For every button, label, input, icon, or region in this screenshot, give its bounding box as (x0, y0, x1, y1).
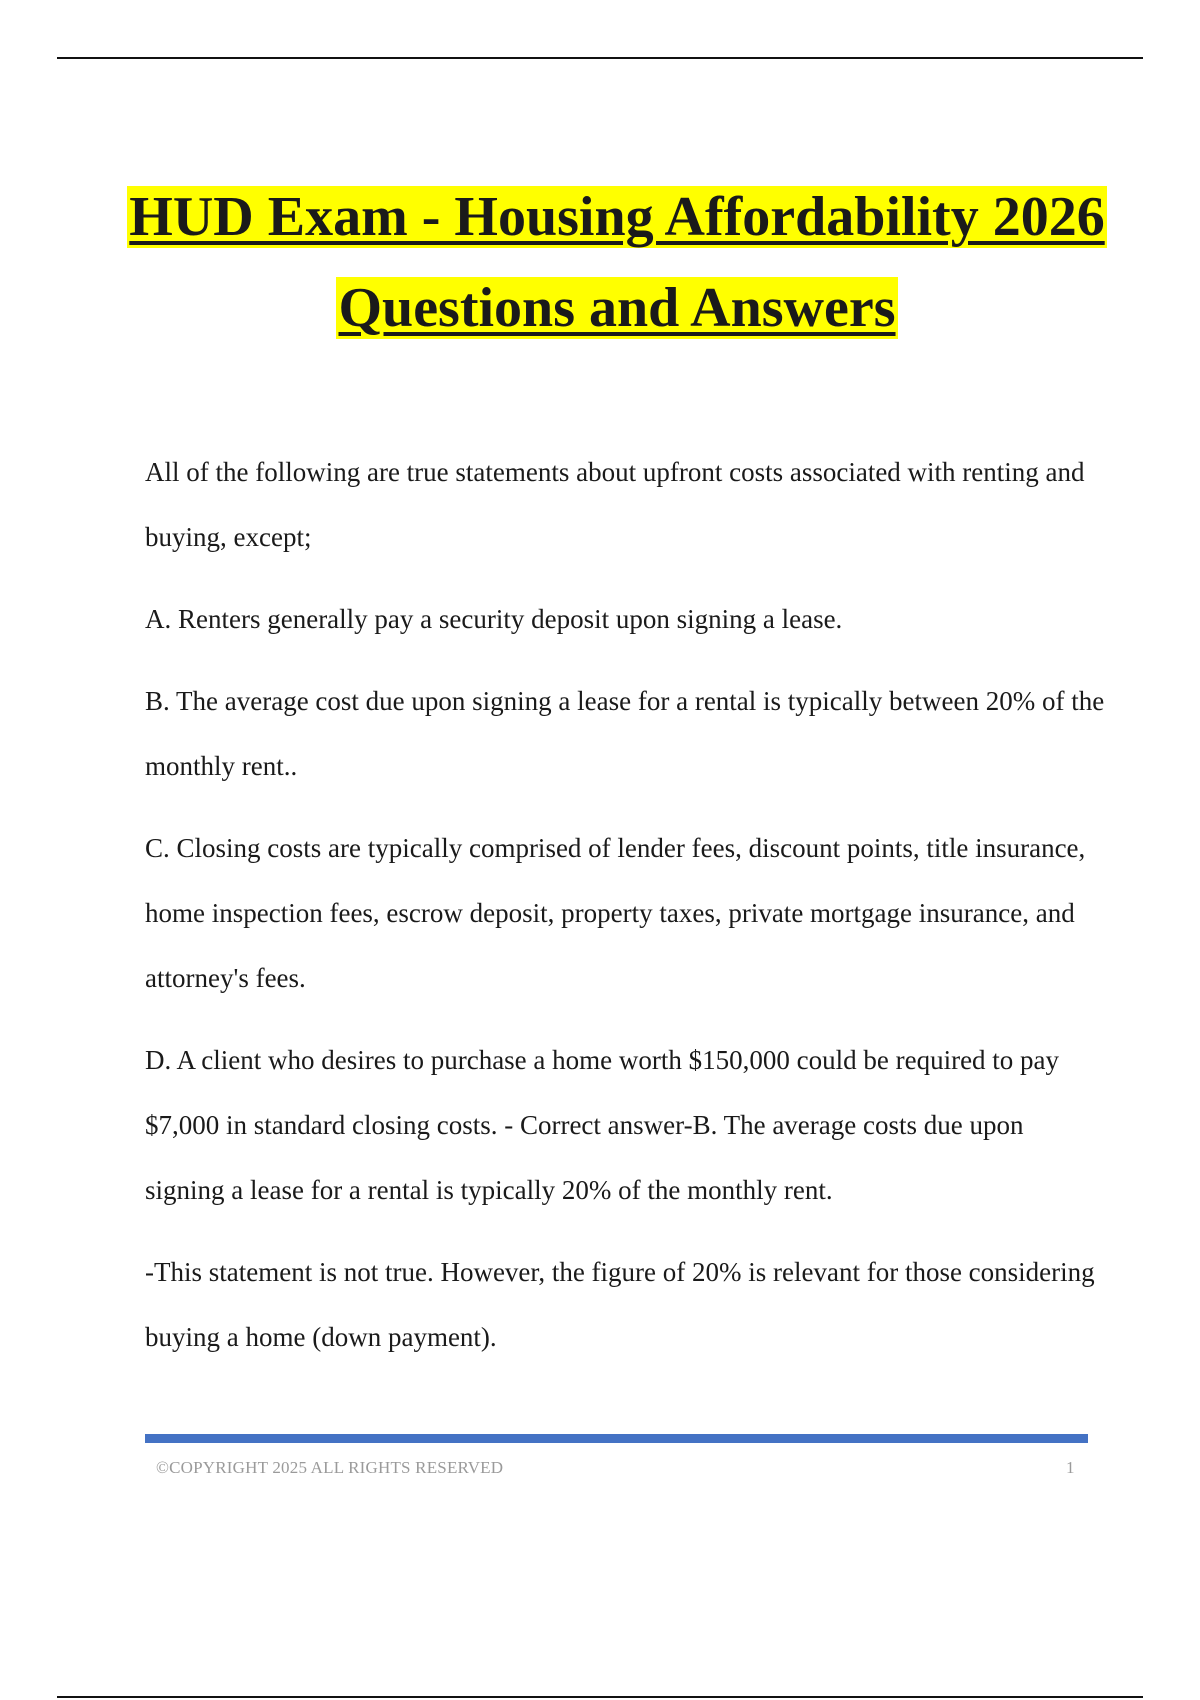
title-line-1-text: HUD Exam - Housing Affordability 2026 (129, 186, 1105, 248)
footer-divider (145, 1434, 1088, 1443)
question-prompt: All of the following are true statements about upfront costs associated with renting and buying, except; (145, 457, 1085, 552)
option-a: A. Renters generally pay a security deposit upon signing a lease. (145, 604, 843, 634)
footer-page-number: 1 (1066, 1458, 1075, 1477)
footer-copyright: ©COPYRIGHT 2025 ALL RIGHTS RESERVED (156, 1458, 504, 1477)
answer-explanation: -This statement is not true. However, the figure of 20% is relevant for those considering buying a home (down payment). (145, 1257, 1095, 1352)
title-line-2-text: Questions and Answers (338, 277, 896, 339)
option-c: C. Closing costs are typically comprised of lender fees, discount points, title insurance, home inspection fees, escrow deposit, property taxes, private mortgage insurance, and attorney's fees. (145, 833, 1086, 993)
document-title (0, 172, 1200, 354)
question-body (145, 440, 1105, 1387)
option-b: B. The average cost due upon signing a lease for a rental is typically between 20% of the monthly rent.. (145, 686, 1105, 781)
title-line-1 (0, 172, 1200, 263)
title-line-2 (0, 263, 1200, 354)
option-d-and-answer: D. A client who desires to purchase a home worth $150,000 could be required to pay $7,000 in standard closing costs. - Correct answer-B. The average costs due upon signing a lease for a rental is typically 20% of the monthly rent. (145, 1045, 1060, 1205)
bottom-rule (57, 1696, 1143, 1698)
top-rule (57, 57, 1143, 59)
